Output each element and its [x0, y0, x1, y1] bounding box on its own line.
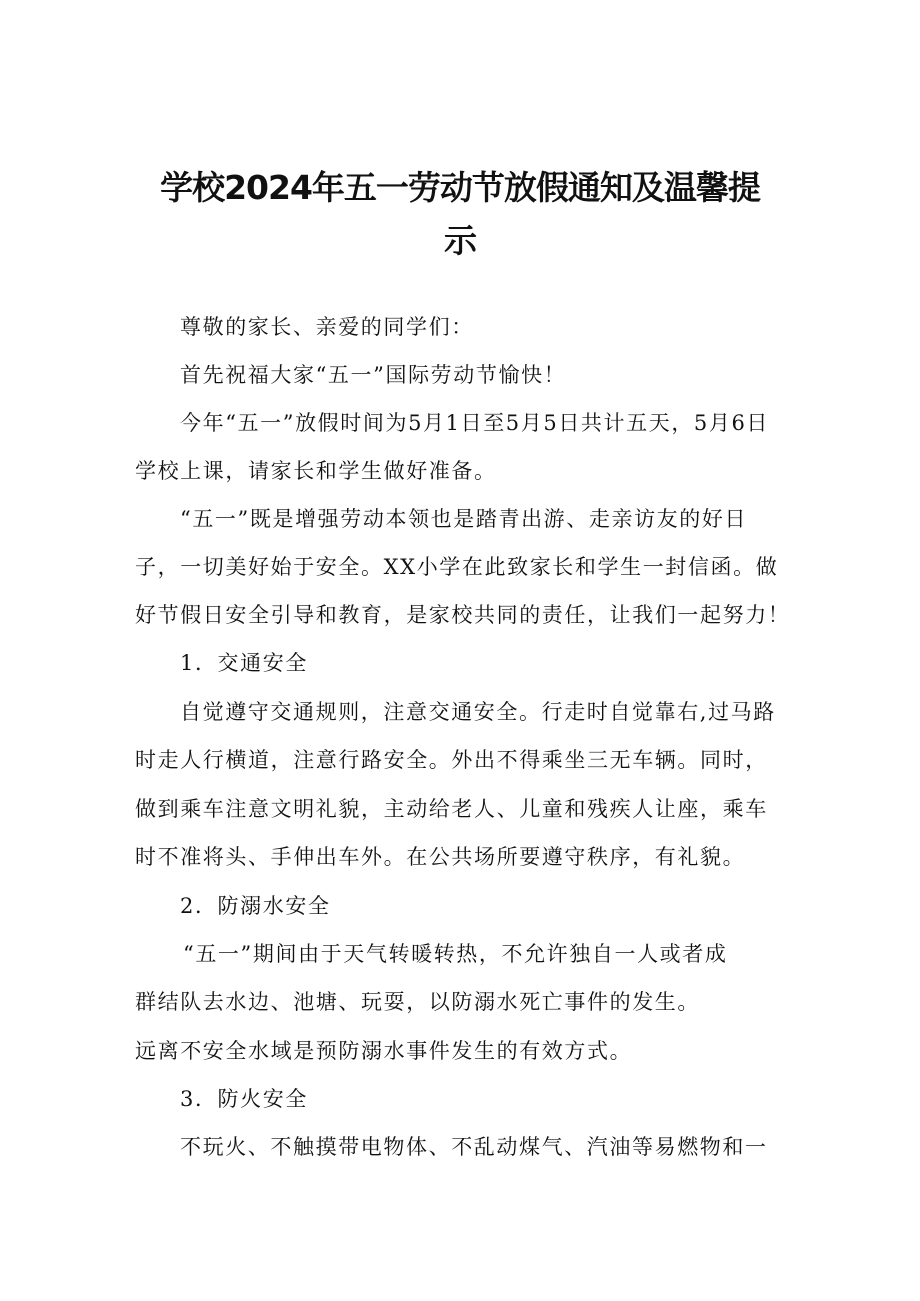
paragraph-safety-intro-line: “五一”既是增强劳动本领也是踏青出游、走亲访友的好日 — [180, 507, 748, 531]
document-title-line-1: 学校2024年五一劳动节放假通知及温馨提 — [160, 168, 760, 207]
paragraph-drowning-line: 群结队去水边、池塘、玩耍，以防溺水死亡事件的发生。 — [135, 990, 700, 1014]
paragraph-holiday-dates-line: 学校上课，请家长和学生做好准备。 — [135, 459, 497, 483]
paragraph-holiday-dates-line: 今年“五一”放假时间为5月1日至5月5日共计五天，5月6日 — [180, 411, 770, 435]
paragraph-traffic-line: 自觉遵守交通规则，注意交通安全。行走时自觉靠右,过马路 — [180, 700, 776, 724]
paragraph-safety-intro-line: 好节假日安全引导和教育，是家校共同的责任，让我们一起努力！ — [135, 603, 791, 627]
section-heading-traffic: 1．交通安全 — [180, 651, 308, 675]
section-heading-fire: 3．防火安全 — [180, 1087, 308, 1111]
paragraph-traffic-line: 时走人行横道，注意行路安全。外出不得乘坐三无车辆。同时， — [135, 748, 768, 772]
greeting: 尊敬的家长、亲爱的同学们： — [180, 315, 474, 339]
section-heading-drowning: 2．防溺水安全 — [180, 894, 331, 918]
paragraph-traffic-line: 做到乘车注意文明礼貌，主动给老人、儿童和残疾人让座，乘车 — [135, 797, 768, 821]
document-title-line-2: 示 — [444, 221, 476, 260]
paragraph-fire-line: 不玩火、不触摸带电物体、不乱动煤气、汽油等易燃物和一 — [180, 1135, 768, 1159]
paragraph-safety-intro-line: 子，一切美好始于安全。XX小学在此致家长和学生一封信函。做 — [135, 555, 779, 579]
paragraph-wishes: 首先祝福大家“五一”国际劳动节愉快！ — [180, 363, 567, 387]
paragraph-drowning-line: “五一”期间由于天气转暖转热，不允许独自一人或者成 — [183, 942, 728, 966]
paragraph-drowning-line: 远离不安全水域是预防溺水事件发生的有效方式。 — [135, 1039, 633, 1063]
paragraph-traffic-line: 时不准将头、手伸出车外。在公共场所要遵守秩序，有礼貌。 — [135, 845, 746, 869]
